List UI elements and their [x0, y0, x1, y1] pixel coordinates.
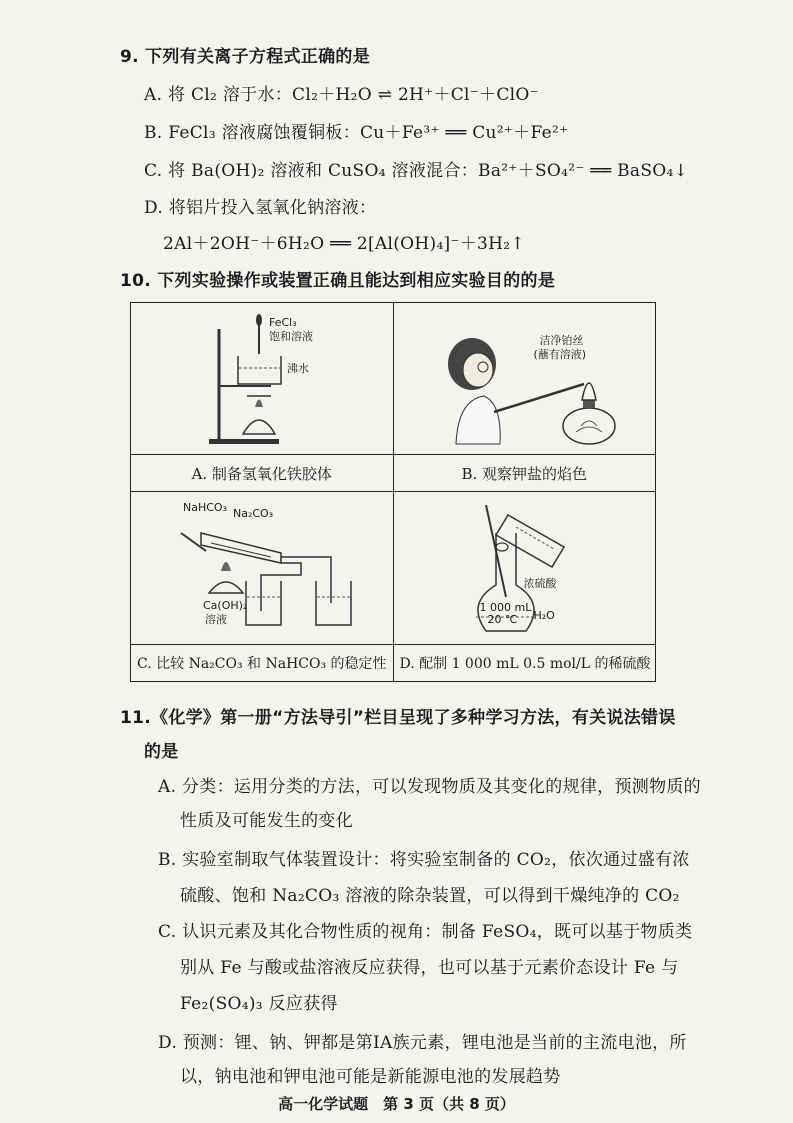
person-body: [456, 396, 500, 444]
caption-d: D. 配制 1 000 mL 0.5 mol/L 的稀硫酸: [393, 644, 656, 681]
caption-a: A. 制备氢氧化铁胶体: [131, 455, 394, 492]
fig-d-label-water: H₂O: [533, 609, 555, 623]
q10-title: 10. 下列实验操作或装置正确且能达到相应实验目的的是: [120, 271, 556, 291]
figure-c-cell: [131, 492, 394, 644]
figure-a-cell: [131, 303, 394, 455]
stand-base: [209, 439, 279, 444]
beaker-left: [246, 581, 281, 625]
flame-c: [221, 562, 231, 571]
lamp-liquid: [576, 421, 602, 432]
platinum-wire: [494, 384, 584, 412]
alcohol-lamp: [243, 420, 275, 434]
q9-option-d-equation: 2Al＋2OH⁻＋6H₂O ══ 2[Al(OH)₄]⁻＋3H₂↑: [163, 234, 525, 254]
q11-option-d-line2: 以，钠电池和钾电池可能是新能源电池的发展趋势: [180, 1067, 561, 1087]
flame-a: [255, 399, 263, 407]
flame-b: [582, 383, 596, 400]
fig-c-label-caoh2: Ca(OH)₂: [203, 599, 248, 613]
figure-b-cell: [393, 303, 656, 455]
alcohol-lamp-b: [563, 408, 615, 444]
q9-option-b: B. FeCl₃ 溶液腐蚀覆铜板：Cu＋Fe³⁺ ══ Cu²⁺＋Fe²⁺: [144, 123, 569, 143]
beaker-right: [316, 581, 351, 625]
fig-c-label-nahco3: NaHCO₃: [183, 501, 227, 515]
q9-option-a: A. 将 Cl₂ 溶于水：Cl₂＋H₂O ⇌ 2H⁺＋Cl⁻＋ClO⁻: [144, 85, 539, 105]
fig-c-label-solution: 溶液: [205, 613, 227, 627]
caption-c: C. 比较 Na₂CO₃ 和 NaHCO₃ 的稳定性: [131, 644, 394, 681]
q9-title: 9. 下列有关离子方程式正确的是: [120, 47, 371, 67]
q11-option-c-line3: Fe₂(SO₄)₃ 反应获得: [180, 994, 338, 1014]
q11-option-b-line1: B. 实验室制取气体装置设计：将实验室制备的 CO₂，依次通过盛有浓: [158, 850, 690, 870]
q11-title-line2: 的是: [144, 742, 179, 762]
q9-option-c: C. 将 Ba(OH)₂ 溶液和 CuSO₄ 溶液混合：Ba²⁺＋SO₄²⁻ ══ BaSO₄↓: [144, 161, 689, 181]
fig-b-label-dipped: (蘸有溶液): [533, 348, 587, 361]
page-footer: 高一化学试题 第 3 页（共 8 页）: [278, 1095, 515, 1113]
q11-option-a-line1: A. 分类：运用分类的方法，可以发现物质及其变化的规律，预测物质的: [158, 777, 701, 797]
outer-tube: [201, 533, 281, 563]
fig-a-label-saturated: 饱和溶液: [269, 330, 313, 343]
q11-option-a-line2: 性质及可能发生的变化: [180, 811, 353, 831]
fig-c-label-na2co3: Na₂CO₃: [233, 507, 274, 521]
clamp: [181, 533, 206, 551]
graduated-cylinder: [496, 515, 564, 567]
fig-d-label-temp: 20 ℃: [487, 613, 518, 627]
figure-d-apparatus: [394, 493, 656, 643]
fig-d-label-volume: 1 000 mL: [479, 601, 532, 615]
figure-a-apparatus: [131, 304, 393, 454]
fig-d-label-acid: 浓硫酸: [523, 577, 557, 591]
q11-option-c-line2: 别从 Fe 与酸或盐溶液反应获得，也可以基于元素价态设计 Fe 与: [180, 958, 679, 978]
delivery-tube-1: [281, 557, 331, 603]
figure-d-cell: [393, 492, 656, 644]
q11-option-c-line1: C. 认识元素及其化合物性质的视角：制备 FeSO₄，既可以基于物质类: [158, 922, 693, 942]
q11-option-d-line1: D. 预测：锂、钠、钾都是第ⅠA族元素，锂电池是当前的主流电池，所: [158, 1033, 687, 1053]
stopper: [496, 543, 508, 551]
alcohol-lamp-c: [209, 582, 243, 593]
fig-a-label-fecl3: FeCl₃: [269, 316, 297, 329]
q10-figure-table: [130, 302, 656, 682]
dropper-bulb: [256, 314, 262, 326]
person-face: [463, 353, 493, 387]
q11-option-b-line2: 硫酸、饱和 Na₂CO₃ 溶液的除杂装置，可以得到干燥纯净的 CO₂: [180, 886, 680, 906]
figure-b-apparatus: [394, 304, 656, 454]
q11-title-line1: 11.《化学》第一册“方法导引”栏目呈现了多种学习方法，有关说法错误: [120, 708, 676, 728]
beaker: [238, 356, 281, 384]
caption-b: B. 观察钾盐的焰色: [393, 455, 656, 492]
fig-b-label-platinum: 洁净铂丝: [539, 334, 584, 347]
fig-a-label-boiling-water: 沸水: [287, 362, 309, 375]
lamp-neck: [583, 400, 595, 408]
q9-option-d: D. 将铝片投入氢氧化钠溶液：: [144, 198, 377, 218]
